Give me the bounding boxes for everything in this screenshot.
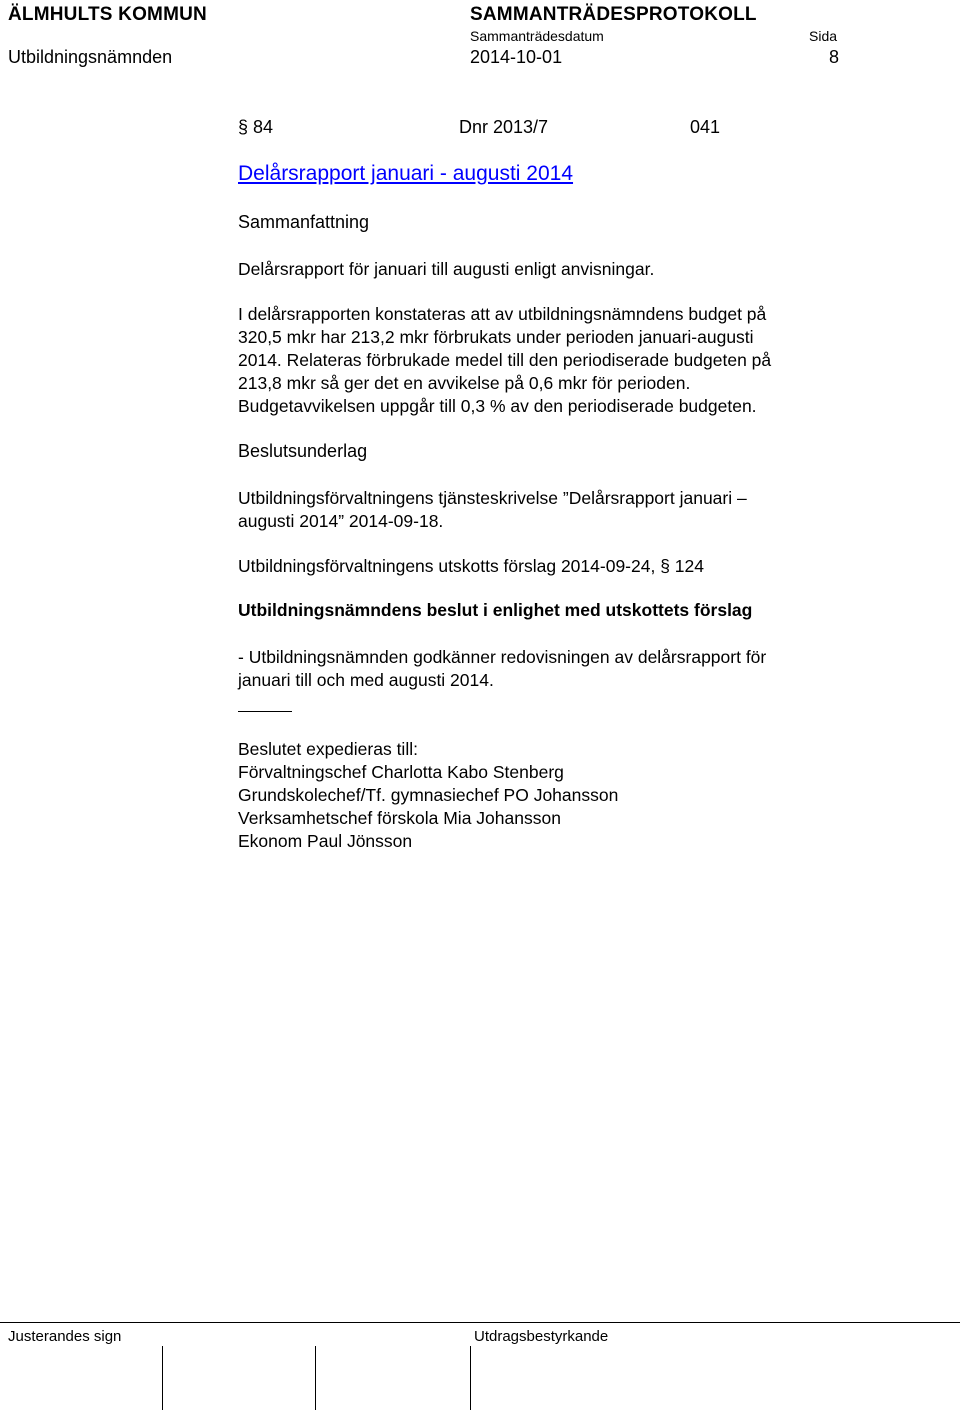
org-name: ÄLMHULTS KOMMUN <box>8 4 207 25</box>
basis-item-2: Utbildningsförvaltningens utskotts förslag 2014-09-24, § 124 <box>238 556 704 576</box>
footer-rule <box>0 1322 960 1323</box>
signature-box-divider <box>162 1346 163 1410</box>
recipient-item: Verksamhetschef förskola Mia Johansson <box>238 808 561 828</box>
page-number: 8 <box>829 47 840 67</box>
signature-box-divider <box>315 1346 316 1410</box>
distribution-heading: Beslutet expedieras till: <box>238 739 418 759</box>
sign-label: Justerandes sign <box>8 1328 122 1345</box>
separator-rule <box>238 711 292 712</box>
signature-box-divider <box>470 1346 471 1410</box>
date-label: Sammanträdesdatum <box>470 28 604 44</box>
diary-number: Dnr 2013/7 <box>459 117 549 137</box>
committee-name: Utbildningsnämnden <box>8 47 173 67</box>
basis-line: augusti 2014” 2014-09-18. <box>238 511 444 531</box>
basis-heading: Beslutsunderlag <box>238 441 368 461</box>
recipient-item: Grundskolechef/Tf. gymnasiechef PO Johansson <box>238 785 619 805</box>
page-label: Sida <box>809 28 838 44</box>
decision-line: januari till och med augusti 2014. <box>238 670 494 690</box>
summary-heading: Sammanfattning <box>238 212 370 232</box>
summary-line: Budgetavvikelsen uppgår till 0,3 % av den periodiserade budgeten. <box>238 396 757 416</box>
summary-intro: Delårsrapport för januari till augusti enligt anvisningar. <box>238 259 655 279</box>
case-code: 041 <box>690 117 721 137</box>
summary-text <box>238 303 771 418</box>
summary-line: 213,8 mkr så ger det en avvikelse på 0,6 mkr för perioden. <box>238 373 691 393</box>
meeting-date: 2014-10-01 <box>470 47 563 67</box>
recipient-item: Ekonom Paul Jönsson <box>238 831 413 851</box>
basis-item-1 <box>238 487 747 533</box>
summary-line: I delårsrapporten konstateras att av utbildningsnämndens budget på <box>238 304 767 324</box>
cert-label: Utdragsbestyrkande <box>474 1328 609 1345</box>
paragraph-number: § 84 <box>238 117 274 137</box>
recipient-list <box>238 761 618 853</box>
case-title-link[interactable]: Delårsrapport januari - augusti 2014 <box>238 162 574 185</box>
summary-line: 2014. Relateras förbrukade medel till den periodiserade budgeten på <box>238 350 772 370</box>
basis-line: Utbildningsförvaltningens tjänsteskrivelse ”Delårsrapport januari – <box>238 488 747 508</box>
summary-line: 320,5 mkr har 213,2 mkr förbrukats under perioden januari-augusti <box>238 327 754 347</box>
recipient-item: Förvaltningschef Charlotta Kabo Stenberg <box>238 762 564 782</box>
decision-heading: Utbildningsnämndens beslut i enlighet med utskottets förslag <box>238 600 753 620</box>
decision-text <box>238 646 766 692</box>
decision-line: - Utbildningsnämnden godkänner redovisningen av delårsrapport för <box>238 647 767 667</box>
doc-type: SAMMANTRÄDESPROTOKOLL <box>470 4 757 25</box>
